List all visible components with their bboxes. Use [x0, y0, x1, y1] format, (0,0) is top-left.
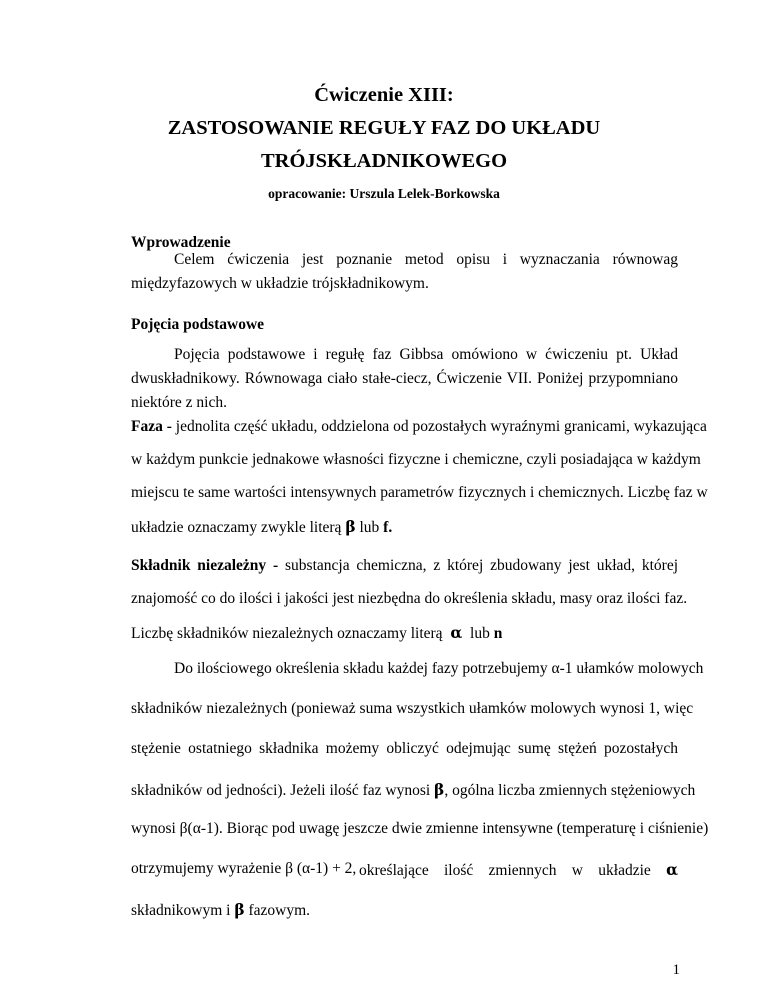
p2-line-7-text: składnikowym i: [131, 902, 231, 919]
p2-line-4-rest: , ogólna liczba zmiennych stężeniowych: [444, 782, 696, 799]
title-line-3: TRÓJSKŁADNIKOWEGO: [260, 150, 508, 172]
faza-line-4-lub: lub: [359, 519, 380, 536]
basics-p1-line-3: niektóre z nich.: [131, 394, 227, 411]
p2-line-7-rest: fazowym.: [248, 902, 311, 919]
faza-line-4-text: układzie oznaczamy zwykle literą: [131, 519, 342, 536]
skladnik-line-3-text: Liczbę składników niezależnych oznaczamy literą: [131, 625, 443, 642]
basics-p1-line-2: dwuskładnikowy. Równowaga ciało stałe-ciecz, Ćwiczenie VII. Poniżej przypomniano: [131, 370, 678, 387]
p2-line-6-formula: otrzymujemy wyrażenie β (α-1) + 2,: [131, 860, 357, 877]
p2-line-5: wynosi β(α-1). Biorąc pod uwagę jeszcze dwie zmienne intensywne (temperaturę i ciśnienie): [131, 820, 709, 837]
page-number: 1: [672, 962, 680, 978]
title-line-1: Ćwiczenie XIII:: [314, 84, 454, 106]
skladnik-n-symbol: n: [493, 625, 503, 642]
definition-faza-text: jednolita część układu, oddzielona od pozostałych wyraźnymi granicami, wykazująca: [175, 418, 707, 435]
definition-faza-line-2: w każdym punkcie jednakowe własności fizyczne i chemiczne, czyli posiadająca w każdym: [131, 451, 701, 468]
alpha-symbol: α: [450, 623, 463, 642]
faza-f-symbol: f.: [383, 519, 393, 536]
p2-line-7: [131, 900, 310, 920]
p2-line-6-tail: [359, 860, 678, 880]
skladnik-line-3-lub: lub: [470, 625, 490, 642]
p2-line-2: składników niezależnych (ponieważ suma wszystkich ułamków molowych wynosi 1, więc: [131, 700, 694, 717]
author-line: opracowanie: Urszula Lelek-Borkowska: [268, 186, 500, 201]
definition-skladnik-term: Składnik niezależny -: [131, 557, 279, 574]
intro-line-1: Celem ćwiczenia jest poznanie metod opisu i wyznaczania równowag: [174, 251, 678, 268]
beta-symbol: β: [434, 780, 445, 799]
definition-faza-line-4: [131, 517, 392, 537]
basics-p1-line-1: Pojęcia podstawowe i regułę faz Gibbsa omówiono w ćwiczeniu pt. Układ: [174, 346, 678, 363]
beta-symbol: β: [234, 900, 245, 919]
p2-line-1: Do ilościowego określenia składu każdej fazy potrzebujemy α-1 ułamków molowych: [174, 660, 704, 677]
definition-faza-line-1: [131, 418, 707, 436]
p2-line-6: [131, 860, 678, 878]
definition-faza-term: Faza -: [131, 418, 172, 435]
title-line-2: ZASTOSOWANIE REGUŁY FAZ DO UKŁADU: [167, 117, 601, 139]
definition-skladnik-text: substancja chemiczna, z której zbudowany jest układ, której: [285, 557, 679, 574]
p2-line-6-text: określające ilość zmiennych w układzie: [359, 862, 651, 879]
p2-line-3: stężenie ostatniego składnika możemy obliczyć odejmując sumę stężeń pozostałych: [131, 740, 678, 757]
beta-symbol: β: [345, 517, 356, 536]
definition-skladnik-line-2: znajomość co do ilości i jakości jest niezbędna do określenia składu, masy oraz ilości faz.: [131, 590, 688, 607]
p2-line-4-text: składników od jedności). Jeżeli ilość faz wynosi: [131, 782, 431, 799]
definition-faza-line-3: miejscu te same wartości intensywnych parametrów fizycznych i chemicznych. Liczbę faz w: [131, 484, 708, 501]
intro-heading: Wprowadzenie: [131, 234, 231, 251]
intro-line-2: międzyfazowych w układzie trójskładnikowym.: [131, 275, 429, 292]
alpha-symbol: α: [666, 860, 678, 879]
p2-line-4: [131, 780, 696, 800]
definition-skladnik-line-1: [131, 557, 678, 575]
basics-heading: Pojęcia podstawowe: [131, 316, 265, 333]
definition-skladnik-line-3: [131, 623, 502, 643]
